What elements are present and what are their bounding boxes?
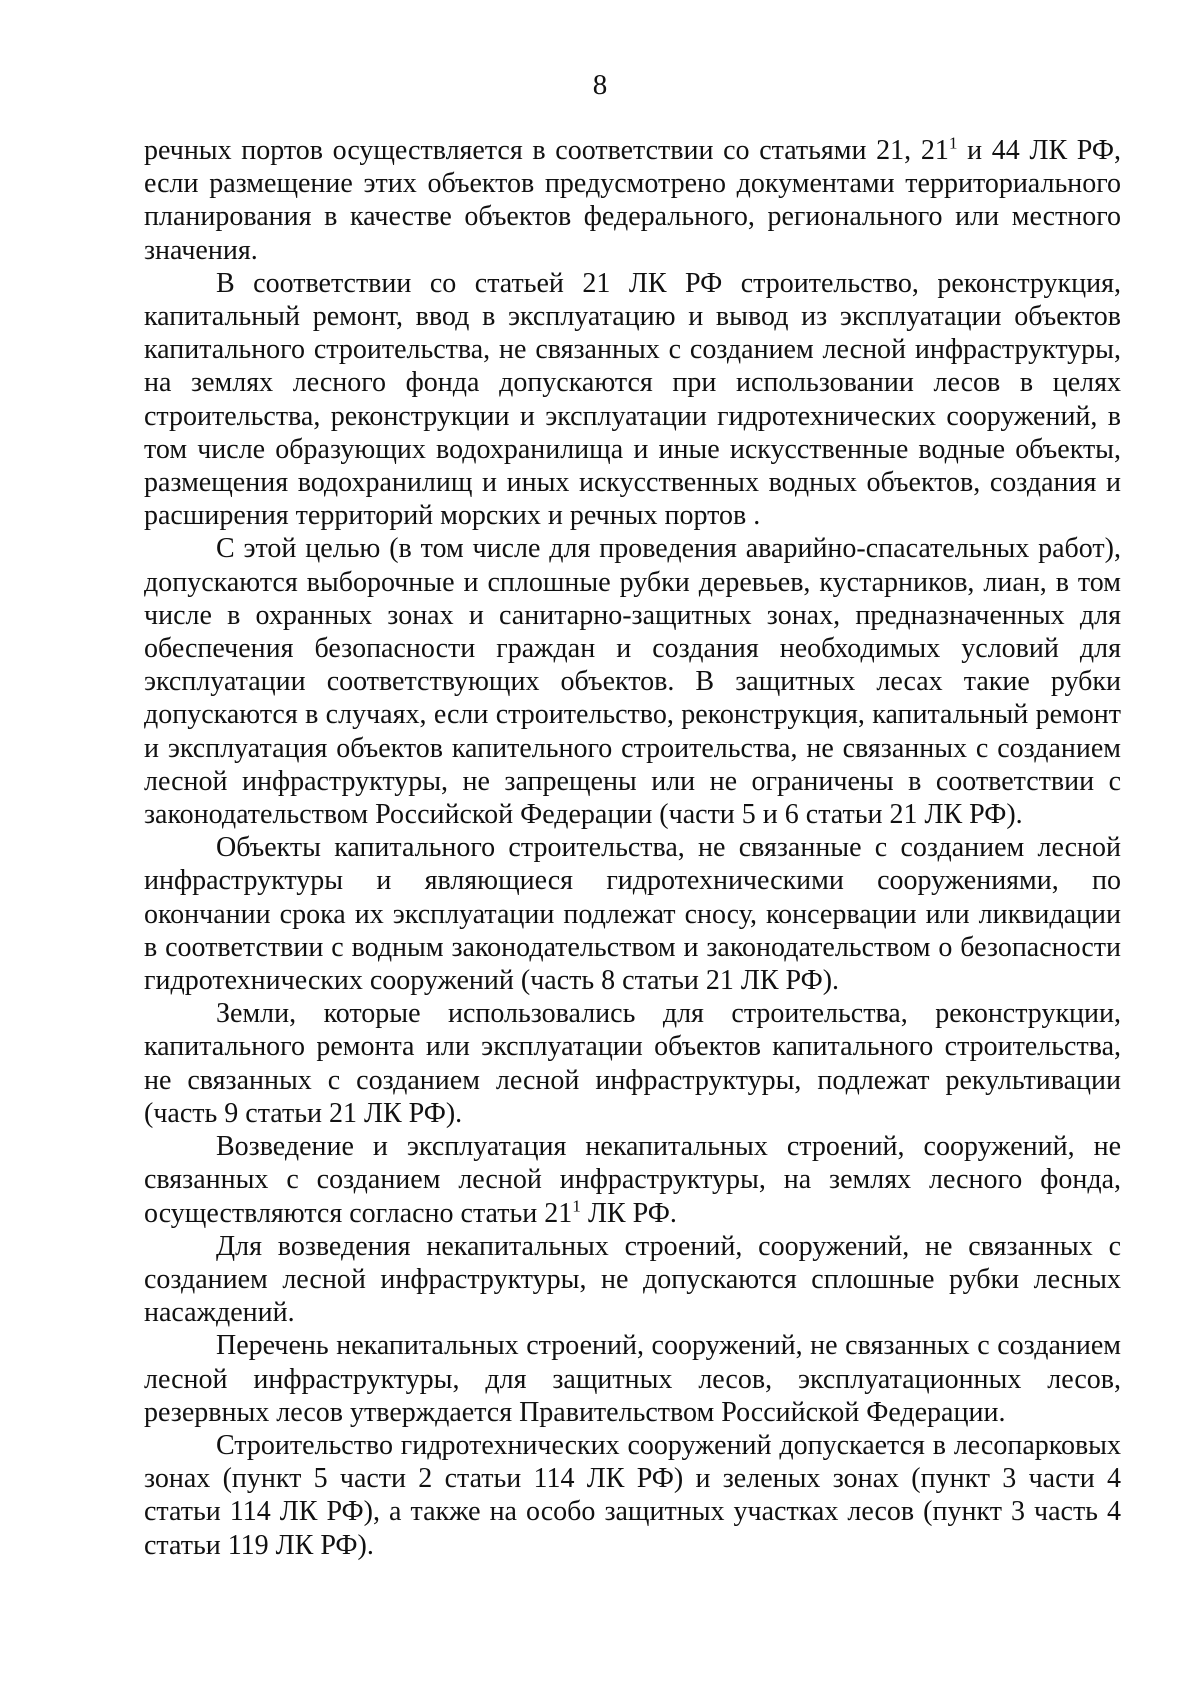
paragraph (144, 831, 1121, 997)
paragraph-text: и 44 ЛК РФ, если размещение этих объектов предусмотрено документами территориального планирования в качестве объектов федерального, регионального или местного значения. (144, 135, 1121, 266)
paragraph-text: Земли, которые использовались для строительства, реконструкции, капитального ремонта или эксплуатации объектов капитального строительства, не связанных с созданием лесной инфраструктуры, подлежат рекультивации (часть 9 статьи 21 ЛК РФ). (144, 998, 1121, 1129)
paragraph-text: ЛК РФ. (580, 1197, 677, 1229)
superscript: 1 (572, 1195, 581, 1215)
page-number: 8 (592, 69, 608, 101)
paragraph-text: В соответствии со статьей 21 ЛК РФ строительство, реконструкция, капитальный ремонт, ввод в эксплуатацию и вывод из эксплуатации объектов капитального строительства, не связанных с созданием лесной инфраструктуры, на землях лесного фонда допускаются при использовании лесов в целях строительства, реконструкции и эксплуатации гидротехнических сооружений, в том числе образующих водохранилища и иные искусственные водные объекты, размещения водохранилищ и иных искусственных водных объектов, создания и расширения территорий морских и речных портов . (144, 267, 1121, 532)
paragraph (144, 1230, 1121, 1330)
paragraph (144, 1429, 1121, 1562)
paragraph-text: Объекты капитального строительства, не связанные с созданием лесной инфраструктуры и являющиеся гидротехническими сооружениями, по окончании срока их эксплуатации подлежат сносу, консервации или ликвидации в соответствии с водным законодательством и законодательством о безопасности гидротехнических сооружений (часть 8 статьи 21 ЛК РФ). (144, 832, 1121, 997)
paragraph (144, 267, 1121, 533)
superscript: 1 (948, 133, 958, 153)
document-body (144, 134, 1121, 1562)
paragraph (144, 1329, 1121, 1429)
paragraph-text: речных портов осуществляется в соответствии со статьями 21, 21 (144, 135, 949, 166)
paragraph (144, 1130, 1121, 1230)
paragraph-text: Возведение и эксплуатация некапитальных строений, сооружений, не связанных с созданием лесной инфраструктуры, на землях лесного фонда, осуществляются согласно статьи 21 (144, 1131, 1121, 1229)
paragraph (144, 134, 1121, 267)
paragraph-text: С этой целью (в том числе для проведения аварийно-спасательных работ), допускаются выборочные и сплошные рубки деревьев, кустарников, лиан, в том числе в охранных зонах и санитарно-защитных зонах, предназначенных для обеспечения безопасности граждан и создания необходимых условий для эксплуатации соответствующих объектов. В защитных лесах такие рубки допускаются в случаях, если строительство, реконструкция, капитальный ремонт и эксплуатация объектов капительного строительства, не связанных с созданием лесной инфраструктуры, не запрещены или не ограничены в соответствии с законодательством Российской Федерации (части 5 и 6 статьи 21 ЛК РФ). (144, 533, 1121, 831)
paragraph-text: Для возведения некапитальных строений, сооружений, не связанных с созданием лесной инфраструктуры, не допускаются сплошные рубки лесных насаждений. (144, 1230, 1121, 1329)
paragraph (144, 997, 1121, 1130)
paragraph-text: Строительство гидротехнических сооружений допускается в лесопарковых зонах (пункт 5 части 2 статьи 114 ЛК РФ) и зеленых зонах (пункт 3 части 4 статьи 114 ЛК РФ), а также на особо защитных участках лесов (пункт 3 часть 4 статьи 119 ЛК РФ). (144, 1429, 1121, 1561)
paragraph-text: Перечень некапитальных строений, сооружений, не связанных с созданием лесной инфраструктуры, для защитных лесов, эксплуатационных лесов, резервных лесов утверждается Правительством Российской Федерации. (144, 1330, 1121, 1428)
paragraph (144, 532, 1121, 831)
